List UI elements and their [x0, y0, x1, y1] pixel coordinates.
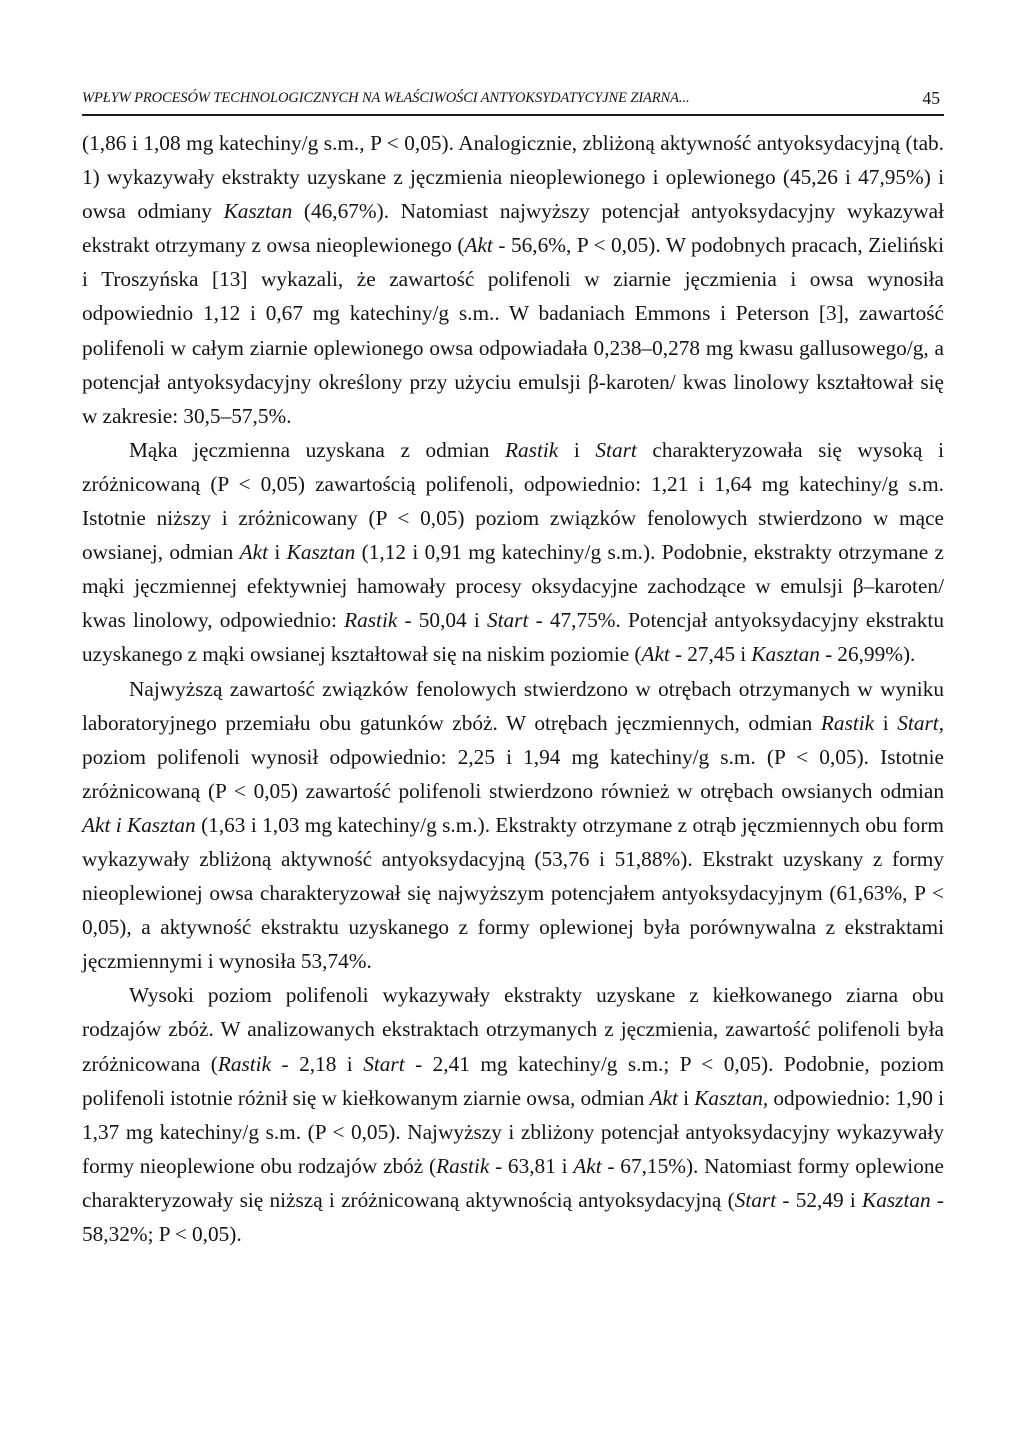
running-header — [82, 82, 944, 116]
text-run: - 58,32%; P < 0,05). — [82, 1187, 945, 1246]
paragraph-4 — [82, 978, 944, 1251]
text-run: (1,86 i 1,08 mg katechiny/g s.m., P < 0,05). Analogicznie, zbliżoną aktywność antyoksydacyjną (tab. 1) wykazywały ekstrakty uzyskane z jęczmienia nieoplewionego i oplewionego (45,26 i 47,95%) i owsa odmiany — [82, 131, 944, 224]
text-run: - 27,45 i — [669, 642, 752, 667]
text-run: - 63,81 i — [489, 1153, 574, 1178]
text-run: - 52,49 i — [776, 1187, 863, 1212]
text-run: charakteryzowała się wysoką i zróżnicowaną (P < 0,05) zawartością polifenoli, odpowiednio: 1,21 i 1,64 mg katechiny/g s.m. Istotnie niższy i zróżnicowany (P < 0,05) poziom związków fenolowych stwierdzono w mące owsianej, odmian — [82, 437, 944, 565]
text-run: Mąka jęczmienna uzyskana z odmian — [129, 437, 506, 462]
paragraph-2 — [82, 433, 944, 672]
text-run: Wysoki poziom polifenoli wykazywały ekstrakty uzyskane z kiełkowanego ziarna obu rodzajów zbóż. W analizowanych ekstraktach otrzymanych z jęczmienia, zawartość polifenoli była zróżnicowana ( — [82, 983, 944, 1076]
variety-name-italic: Rastik — [344, 608, 398, 633]
variety-name-italic: Kasztan — [286, 540, 356, 565]
variety-name-italic: Start — [595, 437, 637, 462]
text-run: - 56,6%, P < 0,05). W podobnych pracach, Zieliński i Troszyńska [13] wykazali, że zawartość polifenoli w ziarnie jęczmienia i owsa wynosiła odpowiednio 1,12 i 0,67 mg katechiny/g s.m.. W badaniach Emmons i Peterson [3], zawartość polifenoli w całym ziarnie oplewionego owsa odpowiadała 0,238–0,278 mg kwasu gallusowego/g, a potencjał antyoksydacyjny określony przy użyciu emulsji β-karoten/ kwas linolowy kształtował się w zakresie: 30,5–57,5%. — [82, 233, 944, 428]
variety-name-italic: Akt — [573, 1153, 602, 1178]
text-run: - 2,18 i — [271, 1051, 364, 1076]
running-title: WPŁYW PROCESÓW TECHNOLOGICZNYCH NA WŁAŚCIWOŚCI ANTYOKSYDATYCYJNE ZIARNA... — [82, 90, 690, 106]
variety-name-italic: Start — [486, 608, 529, 633]
variety-name-italic: Start, — [897, 710, 944, 735]
text-run: - 26,99%). — [819, 642, 916, 667]
text-run: i — [558, 437, 596, 462]
text-run: poziom polifenoli wynosił odpowiednio: 2,25 i 1,94 mg katechiny/g s.m. (P < 0,05). Istotnie zróżnicowaną (P < 0,05) zawartość polifenoli stwierdzono również w otrębach owsianych odmian — [82, 744, 944, 803]
variety-name-italic: Rastik — [436, 1153, 490, 1178]
text-run: (46,67%). Natomiast najwyższy potencjał antyoksydacyjny wykazywał ekstrakt otrzymany z owsa nieoplewionego ( — [82, 199, 945, 258]
text-run: i — [268, 540, 287, 565]
text-run: - 50,04 i — [397, 608, 487, 633]
text-run: (1,12 i 0,91 mg katechiny/g s.m.). Podobnie, ekstrakty otrzymane z mąki jęczmiennej efektywniej hamowały procesy oksydacyjne zachodzące w emulsji β–karoten/ kwas linolowy, odpowiednio: — [82, 540, 944, 633]
variety-name-italic: Akt i Kasztan — [82, 812, 196, 837]
variety-name-italic: Akt — [464, 233, 493, 258]
text-run: i — [874, 710, 898, 735]
variety-name-italic: Rastik — [505, 437, 559, 462]
variety-name-italic: Kasztan — [751, 642, 820, 667]
text-run: - 67,15%). Natomiast formy oplewione charakteryzowały się niższą i zróżnicowaną aktywnością antyoksydacyjną ( — [82, 1153, 944, 1212]
variety-name-italic: Rastik — [217, 1051, 272, 1076]
paragraph-1 — [82, 126, 944, 433]
variety-name-italic: Akt — [239, 540, 268, 565]
text-run: i — [677, 1085, 695, 1110]
variety-name-italic: Rastik — [820, 710, 875, 735]
paragraph-3 — [82, 672, 944, 979]
variety-name-italic: Kasztan — [223, 199, 293, 224]
text-run: odpowiednio: 1,90 i 1,37 mg katechiny/g s.m. (P < 0,05). Najwyższy i zbliżony potencjał antyoksydacyjny wykazywały formy nieoplewione obu rodzajów zbóż ( — [82, 1085, 944, 1178]
page-number: 45 — [922, 88, 940, 108]
text-run: - 2,41 mg katechiny/g s.m.; P < 0,05). Podobnie, poziom polifenoli istotnie różnił się w kiełkowanym ziarnie owsa, odmian — [82, 1051, 945, 1110]
variety-name-italic: Start — [363, 1051, 405, 1076]
text-run: - 47,75%. Potencjał antyoksydacyjny ekstraktu uzyskanego z mąki owsianej kształtował się na niskim poziomie ( — [82, 608, 944, 667]
text-run: Najwyższą zawartość związków fenolowych stwierdzono w otrębach otrzymanych w wyniku laboratoryjnego przemiału obu gatunków zbóż. W otrębach jęczmiennych, odmian — [82, 676, 944, 735]
variety-name-italic: Akt — [649, 1085, 678, 1110]
text-run: (1,63 i 1,03 mg katechiny/g s.m.). Ekstrakty otrzymane z otrąb jęczmiennych obu form wykazywały zbliżoną aktywność antyoksydacyjną (53,76 i 51,88%). Ekstrakt uzyskany z formy nieoplewionej owsa charakteryzował się najwyższym potencjałem antyoksydacyjnym (61,63%, P < 0,05), a aktywność ekstraktu uzyskanego z formy oplewionej była porównywalna z ekstraktami jęczmiennymi i wynosiła 53,74%. — [82, 812, 944, 974]
journal-page — [82, 82, 944, 1251]
variety-name-italic: Kasztan, — [694, 1085, 769, 1110]
article-body — [82, 126, 944, 1251]
variety-name-italic: Start — [734, 1187, 777, 1212]
variety-name-italic: Akt — [641, 642, 670, 667]
variety-name-italic: Kasztan — [862, 1187, 931, 1212]
